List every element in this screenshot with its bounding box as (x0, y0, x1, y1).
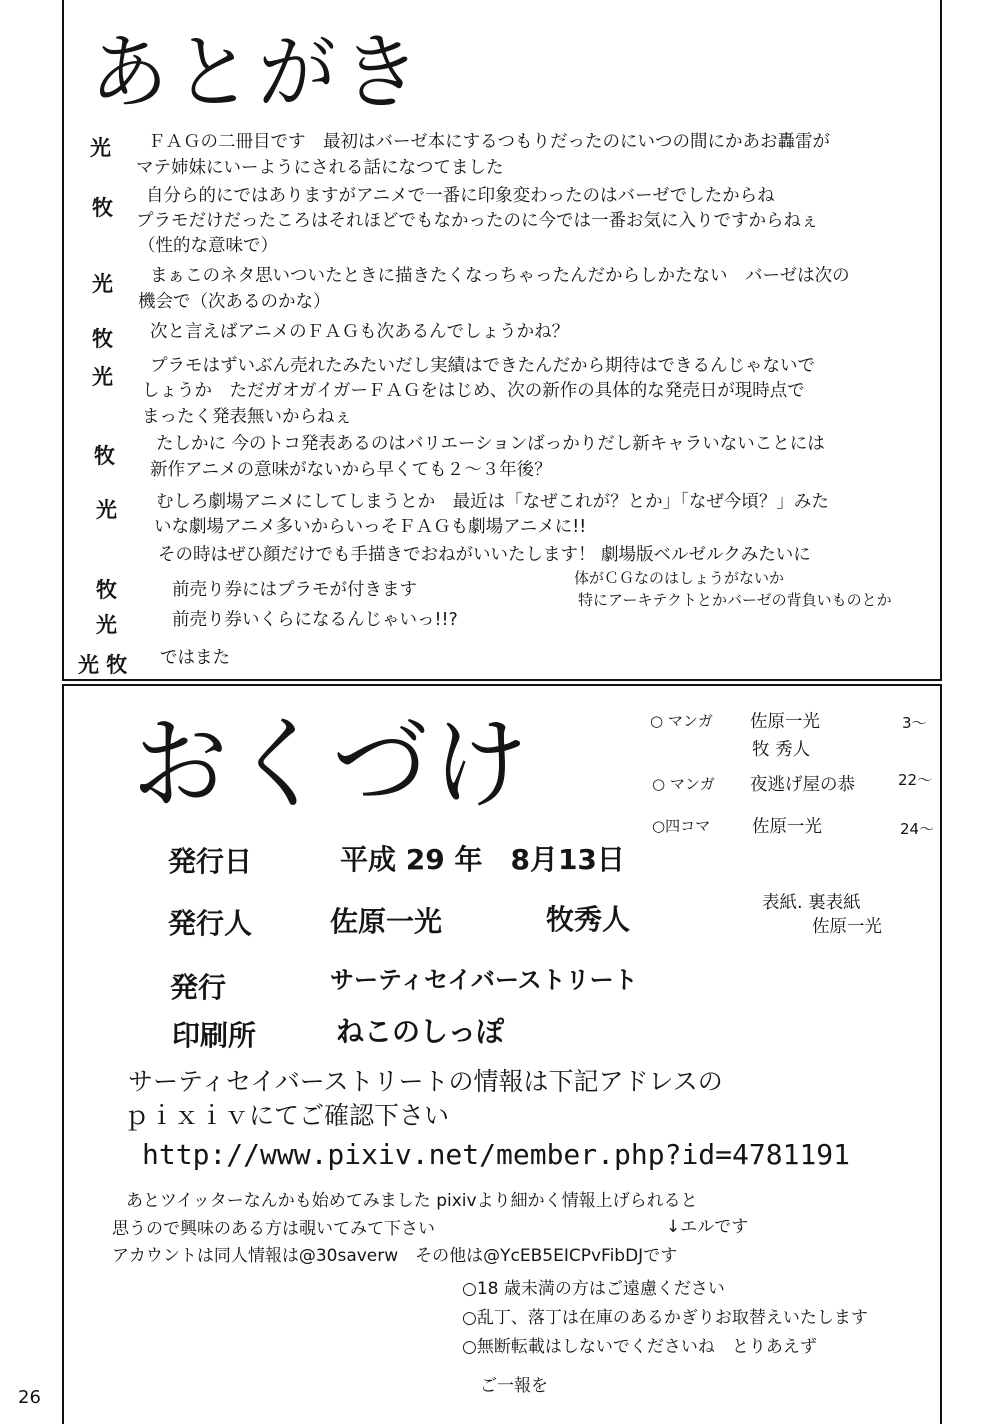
colophon-title: おくづけ (132, 705, 532, 824)
speaker: 光 (96, 613, 117, 637)
contents-page: 22～ (898, 771, 933, 789)
dialogue-line: 前売り券にはプラモが付きます (172, 580, 417, 600)
speaker: 光 (92, 272, 113, 296)
twitter-arrow-note: ↓エルです (666, 1217, 749, 1237)
contents-author: 佐原一光 (752, 817, 822, 837)
contents-mark: ○ マンガ (650, 712, 713, 730)
dialogue-line: 前売り券いくらになるんじゃいっ!!? (172, 610, 458, 630)
dialogue-line: 次と言えばアニメのＦＡＧも次あるんでしょうかね？ (150, 322, 570, 342)
issue-date: 平成 29 年 8月13日 (340, 843, 625, 876)
speaker: 光 (90, 136, 111, 160)
contents-author: 牧 秀人 (752, 740, 811, 760)
dialogue-line: しょうか ただガオガイガーＦＡＧをはじめ、次の新作の具体的な発売日が現時点で (142, 381, 805, 401)
publisher-label: 発行人 (168, 907, 253, 940)
dialogue-line: その時はぜひ顔だけでも手描きでおねがいいたします！ 劇場版ベルゼルクみたいに (158, 545, 811, 565)
dialogue-line: 機会で（次あるのかな） (138, 292, 331, 312)
info-line: サーティセイバーストリートの情報は下記アドレスの (128, 1067, 723, 1096)
circle-label: 発行 (170, 971, 227, 1004)
notice: ○18 歳未満の方はご遠慮ください (462, 1279, 725, 1299)
speaker: 牧 (92, 196, 113, 220)
pixiv-url[interactable]: http://www.pixiv.net/member.php?id=4781191 (142, 1138, 851, 1171)
speaker: 光 (96, 498, 117, 522)
speaker: 牧 (92, 327, 113, 351)
cover-credit-label: 表紙. 裏表紙 (762, 893, 861, 913)
notice: ○無断転載はしないでくださいね とりあえず (462, 1337, 817, 1357)
dialogue-line: いな劇場アニメ多いからいっそＦＡＧも劇場アニメに!! (154, 517, 587, 537)
contents-author: 佐原一光 (750, 712, 820, 732)
page-number: 26 (18, 1387, 41, 1408)
twitter-accounts: アカウントは同人情報は@30saverw その他は@YcEB5EICPvFibDJです (112, 1246, 678, 1266)
dialogue-line: たしかに 今のトコ発表あるのはバリエーションばっかりだし新キャラいないことには (156, 434, 825, 454)
dialogue-line: （性的な意味で） (138, 236, 278, 256)
info-line: ｐｉｘｉｖにてご確認下さい (124, 1101, 450, 1130)
speaker: 光 (92, 365, 113, 389)
issue-date-label: 発行日 (168, 845, 253, 878)
dialogue-line: 新作アニメの意味がないから早くても２～３年後？ (150, 460, 552, 480)
dialogue-line: ＦＡＧの二冊目です 最初はバーゼ本にするつもりだったのにいつの間にかあお轟雷が (148, 132, 830, 152)
circle-name: サーティセイバーストリート (330, 966, 638, 994)
contents-page: 24～ (900, 820, 935, 838)
printer-label: 印刷所 (172, 1019, 257, 1052)
contents-author: 夜逃げ屋の恭 (750, 775, 855, 795)
dialogue-line: まったく発表無いからねぇ (142, 407, 352, 427)
contents-mark: ○四コマ (652, 817, 711, 835)
afterword-title: あとがき (90, 26, 427, 121)
contents-page: 3～ (902, 714, 927, 732)
printer-name: ねこのしっぽ (336, 1015, 505, 1048)
notice: ○乱丁、落丁は在庫のあるかぎりお取替えいたします (462, 1308, 868, 1328)
dialogue-line: マテ姉妹にいーようにされる話になつてました (136, 158, 504, 178)
side-note-line: 体がＣＧなのはしょうがないか (574, 569, 785, 587)
dialogue-line: まぁこのネタ思いついたときに描きたくなっちゃったんだからしかたない バーゼは次の (150, 266, 850, 286)
publisher-1: 佐原一光 (330, 905, 443, 938)
twitter-line: あとツイッターなんかも始めてみました pixivより細かく情報上げられると (126, 1191, 698, 1211)
contents-mark: ○ マンガ (652, 775, 715, 793)
dialogue-line: 自分ら的にではありますがアニメで一番に印象変わったのはバーゼでしたからね (146, 186, 775, 206)
dialogue-line: プラモだけだったころはそれほどでもなかったのに今では一番お気に入りですからねぇ (136, 211, 819, 231)
side-note-line: 特にアーキテクトとかバーゼの背負いものとか (578, 591, 892, 609)
dialogue-line: ではまた (160, 648, 230, 668)
dialogue-line: むしろ劇場アニメにしてしまうとか 最近は「なぜこれが？とか」「なぜ今頃？」みた (156, 492, 829, 512)
dialogue-line: プラモはずいぶん売れたみたいだし実績はできたんだから期待はできるんじゃないで (150, 356, 815, 376)
closing-note: ご一報を (480, 1376, 548, 1396)
speaker: 光 牧 (78, 653, 128, 677)
twitter-line: 思うので興味のある方は覗いてみて下さい (112, 1219, 435, 1239)
speaker: 牧 (94, 444, 115, 468)
cover-credit-name: 佐原一光 (812, 917, 882, 937)
speaker: 牧 (96, 578, 117, 602)
publisher-2: 牧秀人 (546, 903, 631, 936)
